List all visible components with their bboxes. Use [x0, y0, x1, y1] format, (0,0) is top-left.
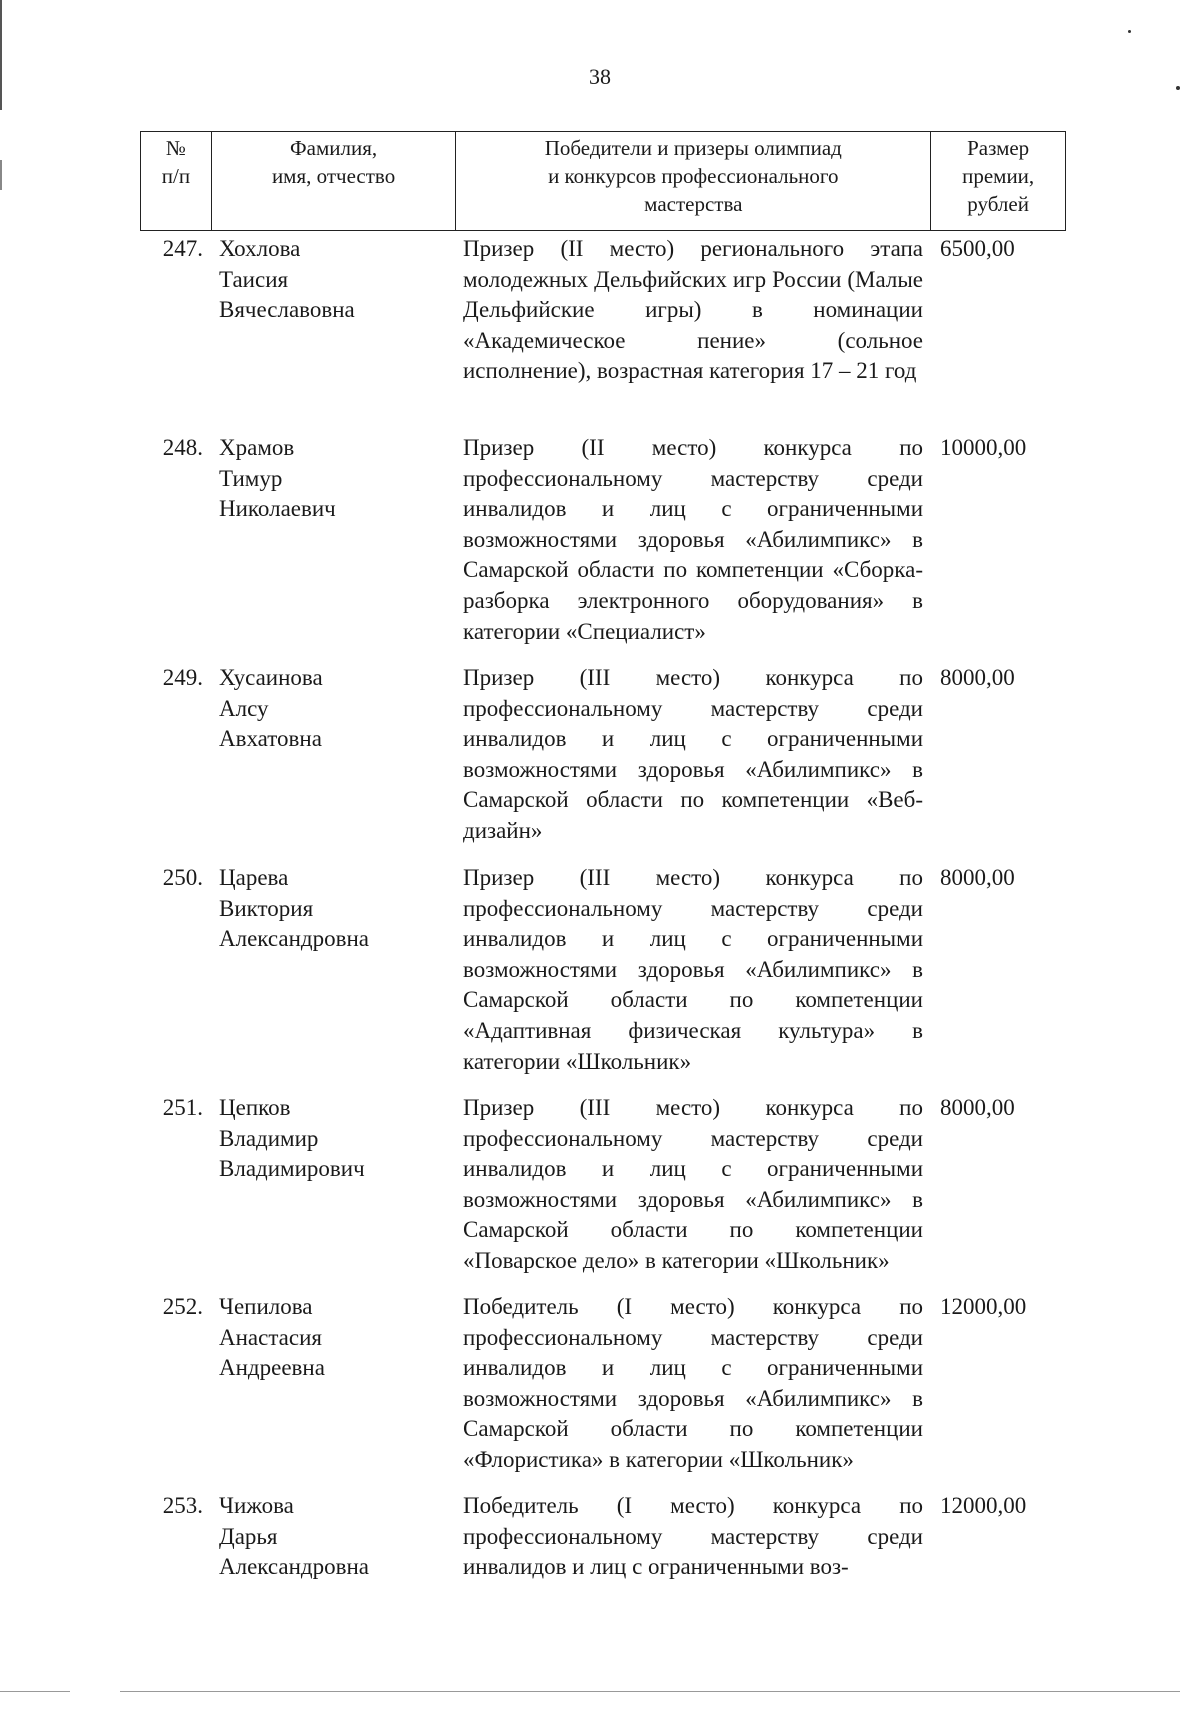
row-number: 248.: [162, 435, 203, 460]
table-row: [140, 234, 1066, 387]
surname: Цепков: [219, 1095, 291, 1120]
patronymic: Владимирович: [219, 1156, 365, 1182]
header-name-text: Фамилия, имя, отчество: [271, 136, 396, 188]
row-prize: 8000,00: [940, 1095, 1015, 1120]
header-description: [456, 132, 931, 230]
patronymic: Александровна: [219, 926, 369, 952]
row-number: 253.: [162, 1493, 203, 1518]
surname: Чепилова: [219, 1294, 313, 1319]
row-name: [211, 1292, 456, 1476]
row-description: Призер (III место) конкурса по профессиональному мастерству среди инвалидов и лиц с ограниченными возможностями здоровья «Абилимпикс» в Самарской области по компетенции «Веб-дизайн»: [463, 665, 923, 843]
first-name: Дарья: [219, 1523, 278, 1549]
table-row: [140, 663, 1066, 847]
first-name: Анастасия: [219, 1324, 322, 1350]
surname: Чижова: [219, 1493, 294, 1518]
row-number: 249.: [162, 665, 203, 690]
table-header: [140, 131, 1066, 231]
row-description: Победитель (I место) конкурса по профессиональному мастерству среди инвалидов и лиц с ограниченными воз-: [463, 1493, 923, 1580]
scan-edge-mark: [0, 160, 2, 190]
header-num: [141, 132, 212, 230]
patronymic: Авхатовна: [219, 726, 322, 752]
patronymic: Николаевич: [219, 496, 336, 522]
first-name: Владимир: [219, 1125, 319, 1151]
patronymic: Андреевна: [219, 1355, 325, 1381]
table-row: [140, 863, 1066, 1077]
patronymic: Вячеславовна: [219, 297, 355, 323]
row-prize: 8000,00: [940, 665, 1015, 690]
row-prize: 8000,00: [940, 865, 1015, 890]
patronymic: Александровна: [219, 1554, 369, 1580]
row-name: [211, 663, 456, 847]
row-description: Победитель (I место) конкурса по профессиональному мастерству среди инвалидов и лиц с ограниченными возможностями здоровья «Абилимпикс» в Самарской области по компетенции «Флористика» в категории «Школьник»: [463, 1294, 923, 1472]
row-name: [211, 1093, 456, 1277]
table-row: [140, 433, 1066, 647]
row-number: 250.: [162, 865, 203, 890]
row-description: Призер (II место) конкурса по профессиональному мастерству среди инвалидов и лиц с ограниченными возможностями здоровья «Абилимпикс» в Самарской области по компетенции «Сборка-разборка электронного оборудования» в категории «Специалист»: [463, 435, 923, 644]
header-num-text: № п/п: [161, 136, 191, 188]
scan-speck: [1128, 30, 1131, 33]
surname: Хохлова: [219, 236, 301, 261]
header-prize-text: Размер премии, рублей: [962, 136, 1035, 216]
row-prize: 6500,00: [940, 236, 1015, 261]
row-description: Призер (III место) конкурса по профессиональному мастерству среди инвалидов и лиц с ограниченными возможностями здоровья «Абилимпикс» в Самарской области по компетенции «Поварское дело» в категории «Школьник»: [463, 1095, 923, 1273]
header-name: [212, 132, 456, 230]
first-name: Тимур: [219, 465, 283, 491]
surname: Храмов: [219, 435, 295, 460]
row-prize: 10000,00: [940, 435, 1027, 460]
surname: Царева: [219, 865, 289, 890]
first-name: Таисия: [219, 266, 289, 292]
first-name: Алсу: [219, 695, 269, 721]
scan-bottom-edge: [0, 1691, 70, 1692]
table-row: [140, 1292, 1066, 1476]
table-row: [140, 1093, 1066, 1277]
row-number: 251.: [162, 1095, 203, 1120]
surname: Хусаинова: [219, 665, 323, 690]
row-number: 252.: [162, 1294, 203, 1319]
page-number: 38: [589, 64, 611, 89]
first-name: Виктория: [219, 895, 314, 921]
scan-edge-mark: [0, 0, 2, 110]
row-name: [211, 863, 456, 1077]
row-name: [211, 234, 456, 387]
row-description: Призер (III место) конкурса по профессиональному мастерству среди инвалидов и лиц с ограниченными возможностями здоровья «Абилимпикс» в Самарской области по компетенции «Адаптивная физическая культура» в категории «Школьник»: [463, 865, 923, 1074]
scan-bottom-edge: [120, 1691, 1180, 1692]
row-prize: 12000,00: [940, 1294, 1027, 1319]
row-number: 247.: [162, 236, 203, 261]
row-prize: 12000,00: [940, 1493, 1027, 1518]
header-prize: [931, 132, 1065, 230]
header-description-text: Победители и призеры олимпиад и конкурсов профессионального мастерства: [544, 136, 842, 216]
row-name: [211, 1491, 456, 1583]
table-row: [140, 1491, 1066, 1583]
row-description: Призер (II место) регионального этапа молодежных Дельфийских игр России (Малые Дельфийские игры) в номинации «Академическое пение» (сольное исполнение), возрастная категория 17 – 21 год: [463, 236, 923, 384]
row-name: [211, 433, 456, 647]
